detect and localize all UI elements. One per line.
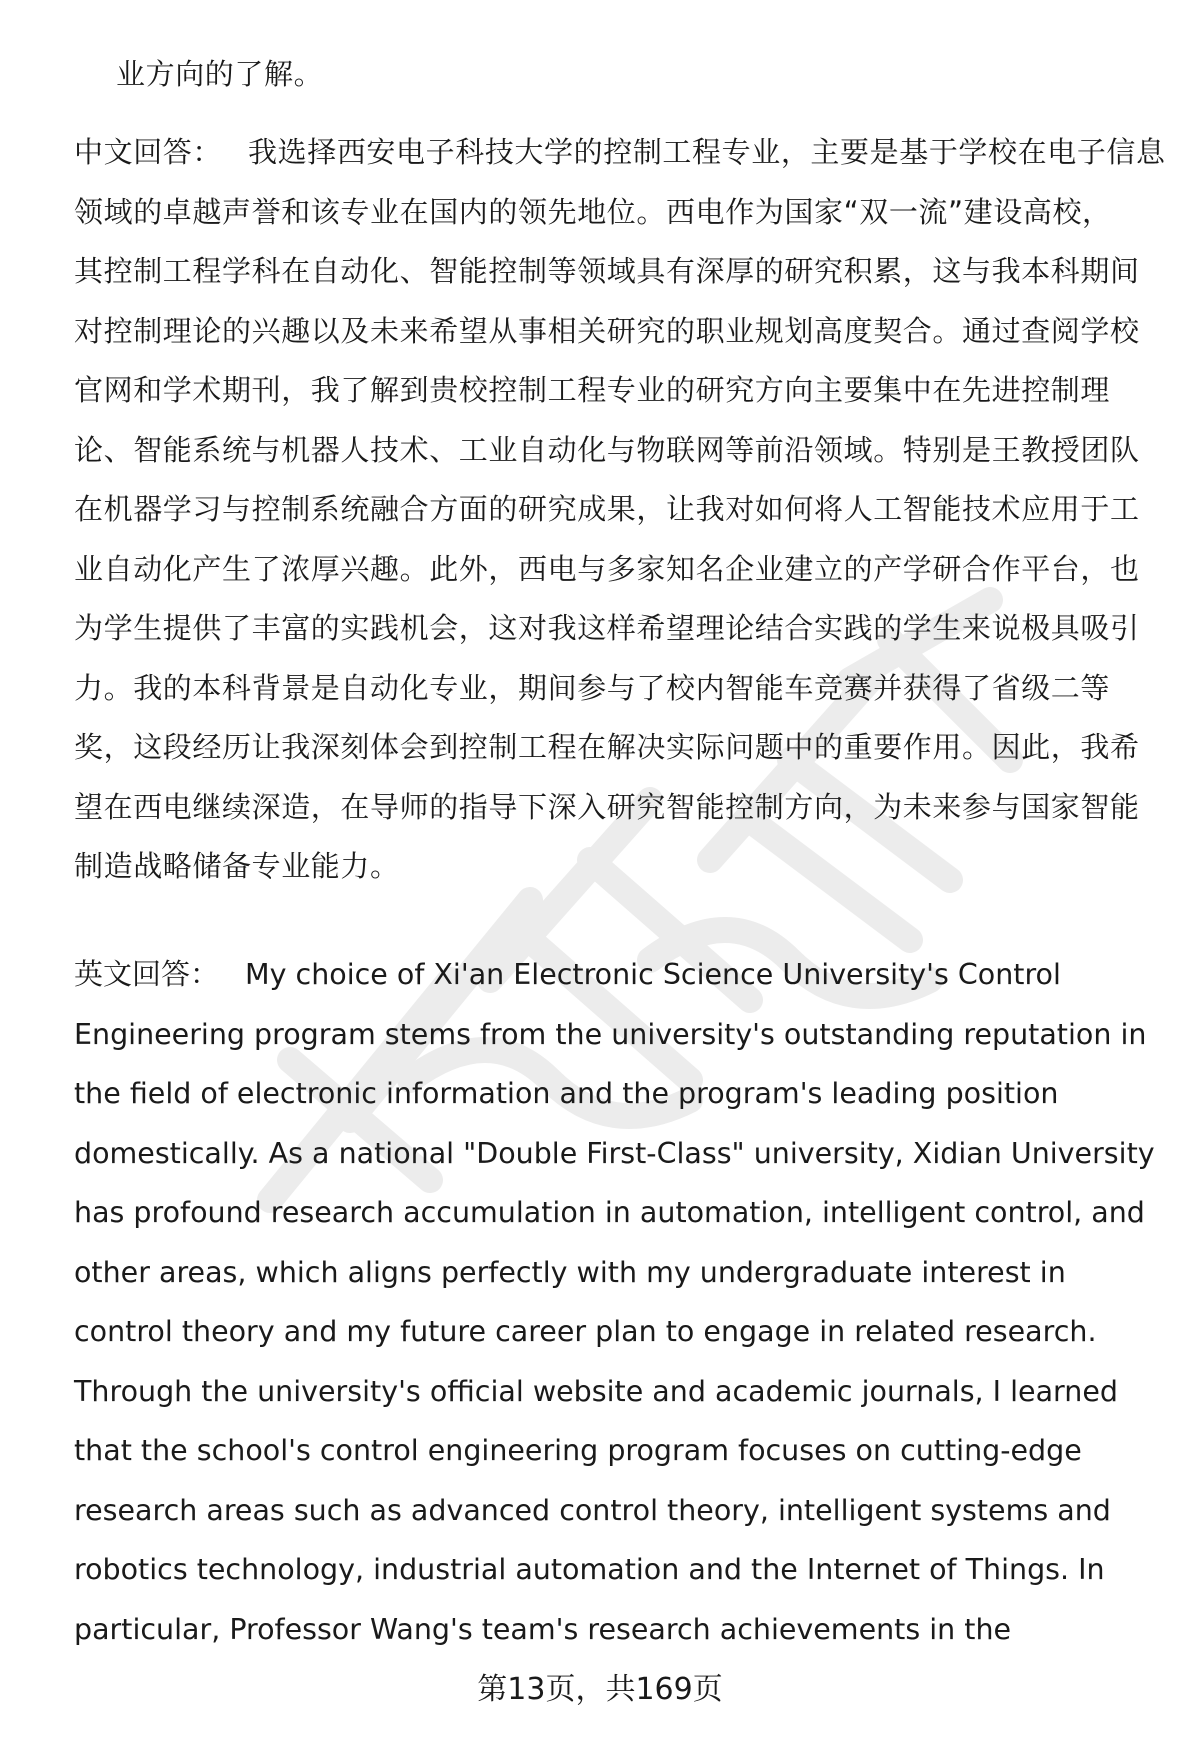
chinese-answer-line: 望在西电继续深造，在导师的指导下深入研究智能控制方向，为未来参与国家智能	[74, 789, 1140, 824]
chinese-answer-line: 官网和学术期刊，我了解到贵校控制工程专业的研究方向主要集中在先进控制理	[74, 373, 1111, 407]
english-answer-line: that the school's control engineering program focuses on cutting-edge	[74, 1434, 1082, 1467]
english-answer-line: robotics technology, industrial automation and the Internet of Things. In	[74, 1553, 1105, 1586]
english-answer-label: 英文回答：	[74, 957, 220, 991]
english-answer-line: Engineering program stems from the university's outstanding reputation in	[74, 1017, 1147, 1051]
english-answer-line: particular, Professor Wang's team's research achievements in the	[74, 1612, 1012, 1646]
chinese-answer-line: 为学生提供了丰富的实践机会，这对我这样希望理论结合实践的学生来说极具吸引	[74, 611, 1140, 645]
english-answer-line: control theory and my future career plan to engage in related research.	[74, 1315, 1097, 1348]
english-answer-line: other areas, which aligns perfectly with my undergraduate interest in	[74, 1255, 1066, 1289]
english-answer-line: My choice of Xi'an Electronic Science University's Control	[245, 958, 1061, 991]
chinese-answer-line: 论、智能系统与机器人技术、工业自动化与物联网等前沿领域。特别是王教授团队	[74, 432, 1140, 467]
chinese-answer-first-line	[74, 123, 1164, 183]
english-answer-line: Through the university's official website and academic journals, I learned	[74, 1374, 1118, 1408]
english-answer-line: domestically. As a national "Double First-Class" university, Xidian University	[74, 1136, 1155, 1170]
chinese-answer-line: 在机器学习与控制系统融合方面的研究成果，让我对如何将人工智能技术应用于工	[74, 492, 1140, 526]
english-answer-first-line	[74, 945, 1164, 1005]
english-answer-paragraph	[74, 945, 1164, 1659]
chinese-answer-line: 领域的卓越声誉和该专业在国内的领先地位。西电作为国家“双一流”建设高校，	[74, 194, 1112, 229]
chinese-answer-line: 我选择西安电子科技大学的控制工程专业，主要是基于学校在电子信息	[248, 135, 1166, 169]
intro-paragraph	[116, 45, 1200, 105]
chinese-answer-label: 中文回答：	[74, 135, 223, 169]
chinese-answer-line: 对控制理论的兴趣以及未来希望从事相关研究的职业规划高度契合。通过查阅学校	[74, 313, 1140, 348]
english-answer-line: has profound research accumulation in automation, intelligent control, and	[74, 1196, 1145, 1229]
chinese-answer-paragraph	[74, 123, 1164, 897]
chinese-answer-line: 力。我的本科背景是自动化专业，期间参与了校内智能车竞赛并获得了省级二等	[74, 670, 1111, 705]
intro-line: 业方向的了解。	[116, 57, 324, 91]
chinese-answer-line: 业自动化产生了浓厚兴趣。此外，西电与多家知名企业建立的产学研合作平台，也	[74, 551, 1140, 586]
chinese-answer-line: 其控制工程学科在自动化、智能控制等领域具有深厚的研究积累，这与我本科期间	[74, 254, 1140, 288]
chinese-answer-line: 制造战略储备专业能力。	[74, 849, 400, 883]
chinese-answer-line: 奖，这段经历让我深刻体会到控制工程在解决实际问题中的重要作用。因此，我希	[74, 730, 1140, 764]
page-number-indicator: 第13页，共169页	[477, 1672, 723, 1707]
english-answer-line: research areas such as advanced control theory, intelligent systems and	[74, 1493, 1111, 1527]
english-answer-line: the field of electronic information and the program's leading position	[74, 1077, 1059, 1110]
